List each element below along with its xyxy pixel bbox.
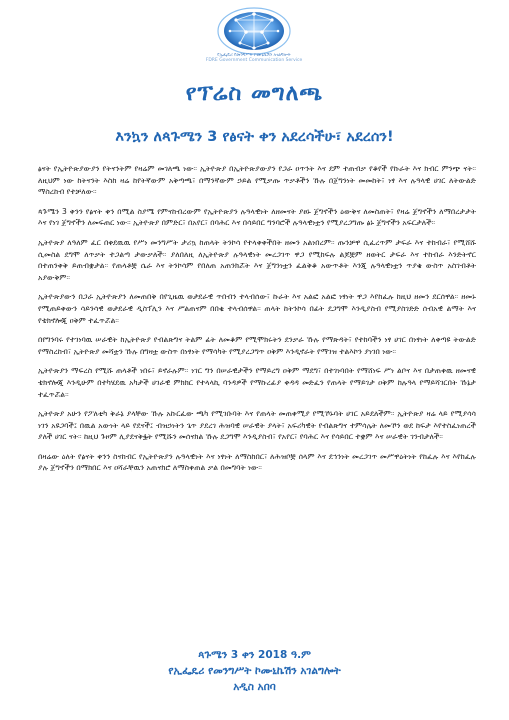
headline: እንኳን ለጳጉሜን 3 የፅናት ቀን አደረሳችሁ፣ አደረሰን! [115, 129, 394, 145]
paragraph: ጳጉሜን 3 ቀንን የፅናት ቀን በሚል ስያሜ የምናከብረውም የኢትዮጵያን ሉዓላዊነት ለዘመናት ያፀኑ ጀግኖችን ዕውቅና ለመስጠት፣ የዛሬ ጀግኖችን ለማበረታታት እና የነገ ጀግኖችን ለመፍጠር ነው። ኢትዮጵያ በምድር፣ በአየር፣ በባሕር እና በሳይበር ግንባሮች ሉዓላዊነቷን የሚያረጋግጡ ፅኑ ጀግኖችን አፍርታለች። [38, 206, 476, 228]
network-globe-icon [216, 6, 292, 56]
signature-date: ጳጉሜን 3 ቀን 2018 ዓ.ም [198, 649, 311, 661]
paragraph: ፅናት የኢትዮጵያውያን የትናንትም የዛሬም መገለጫ ነው። ኢትዮጵያ በኢትዮጵያውያን የጋራ ዐጥንት እና ደም ተጠብቃ የቆየች የኩራት እና ክብር ምንጭ ናት። ለዚህም ነው ከትናንት እስከ ዛሬ ከየትኛውም አቅጣጫ፣ በማንኛውም ኃይል የሚቃጡ ጥቃቶችን ኹሉ በጀግንነት መመከት፣ ነፃ እና ሉዓላዊ ሀገር ለትውልድ ማስረከብ የተቻለው። [38, 164, 476, 197]
paragraph: በዛሬው ዕለት የፅናት ቀንን ስናከብር የኢትዮጵያን ሉዓላዊነት እና ነፃነት ለማስከበር፣ ለሕዝቦቿ ሰላም እና ደኅንነት መረጋገጥ መሥዋዕትነት የከፈሉ እና እየከፈሉ ያሉ ጀግኖችን በማክበር እና ዐሻራቸዉን አጠናክሮ ለማስቀጠል ቃል በመግባት ነው። [38, 451, 476, 473]
signature-city: አዲስ አበባ [233, 681, 276, 693]
paragraph: ኢትዮጵያን ማፍረስ የሚሹ ጠላቶች ነበሩ፣ ይኖራሉም። ነገር ግን በሠራዊታችን የማይረግ ዐቅም ማደግ፣ በተገነባበት የማሸነፍ ሥነ ልቦና እና በታጠቀዉ ዘመናዊ ቴክኖሎጂ እንዲሁም በተካሄደዉ አካታች ሀገራዊ ምክክር የተላላኪ ባንዳዎች የማኩረፊያ ቀዳዳ መድፈን የጠላት የማይገታ ዐቅም ከሉዓላ የማይሻገርበት ኹኔታ ተፈጥሯል። [38, 366, 476, 399]
logo-org-name-english: FDRE Government Communication Service [205, 58, 303, 63]
paragraph: በየግንባሩ የተገነባዉ ሠራዊት ከኢትዮጵያ የብልጽግና ትልም ፊት ለመቆም የሚሞክሩትን ደንቃራ ኹሉ የማጽዳት፣ የተከባችን ነፃ ሀገር በነፃነት ለቀጣዩ ትውልድ የማስረከብ፣ ኢትዮጵያ መሻቷን ኹሉ በግዛቷ ውስጥ በነፃነት የማሳካት የሚያረጋግጥ ዐቅም እንዲኖራት የማገዝ ተልእኮን ያነገበ ነው። [38, 335, 476, 356]
paragraph: ኢትዮጵያ አሁን የፖለቲካ ቅራኔ ያላቸው ኹሉ አኩርፈው ጫካ የሚገቡባት እና የጠላት መጠቀሚያ የሚኾኑባት ሀገር አይደለችም። ኢትዮጵያ ዛሬ ላይ የሚያሳሳ ነገን አዩጋባች፤ በዉል አውነት ላይ የደናች፤ ብዝኃነትን ጌጥ ያደረገ ሕዝባዊ ሠራዊት ያላት፣ አፍሪካዊት የብልጽግና ተምሳሌት ለመኾን ወደ ከፍታ እየተስፈነጠረች ያለች ሀገር ናት። ከዚህ ጉዞም ሊያደናቅፏት የሚሹን መሰናክል ኹሉ ደጋግሞ እንዲያስብ፣ የአየር፣ የባሕር እና የሳይበር ተቋም እና ሠራዊት ገንብታለች። [38, 409, 476, 442]
body-text [38, 163, 476, 482]
signature-organization: የኢፌዴሪ የመንግሥት ኮሙኒኬሽን አገልግሎት [168, 665, 341, 677]
paragraph: ኢትዮጵያውን በጋራ ኢትዮጵያን ለመጠበቅ በየጊዜዉ ወታደራዊ ጥበብን ተላብሰው፣ ኩራት እና አልፎ አልፎ ነፃነት ዋጋ እየከፈሉ ከዚህ ዘመን ደርሰዋል። ዘመኑ የሚጠይቀውን ሳይንሳዊ ወታደራዊ ዲስፕሊን እና ሥልጠናም በበቂ ተላብሰዋል። ጠላት ከትንኮሳ በፊት ደጋግሞ እንዲያስብ የሚያስገድድ ሰብአዊ ልማት እና የቴክኖሎጂ ዐቅም ተፈጥሯል። [38, 292, 476, 325]
logo-org-name-amharic: የኢፌዴሪ የመንግሥት ኮሙኒኬሽን አገልግሎት [217, 53, 291, 58]
paragraph: ኢትዮጵያ ለዓለም ፈር በቀደዉዉ የሥነ መንግሥት ታሪኳ ከጠላት ትንኮሳ የተላቀቀችበት ዘመን አልነበረም። ጡንቻዋ ሲፈረጥም ታፍራ እና ተከብራ፣ የሚሸሹ ሲመስል ደግሞ ለጥቃት ተጋልጣ ታውቃለች። ያለበለዚ ለኢትዮጵያ ሉዓላዊነት መረጋገጥ ዋጋ የሚከፍሉ ልጆቿም ዘወትር ታፍራ እና ተከብራ እንድትኖር በተጠንቀቅ ይጠብቋታል። የጠላቶቿ ሴራ እና ትንኮሳም የበለጠ አጠንክሯት እና ጀግንነቷን ፈልቅቆ አውጥቶት እንጂ ሉዓላዊነቷን ጥያቄ ውስጥ አስገብቶት አያውቅም። [38, 237, 476, 282]
signature-block [0, 647, 509, 695]
logo-caption [186, 53, 322, 63]
document-title: የፕሬስ መግለጫ [185, 81, 324, 106]
